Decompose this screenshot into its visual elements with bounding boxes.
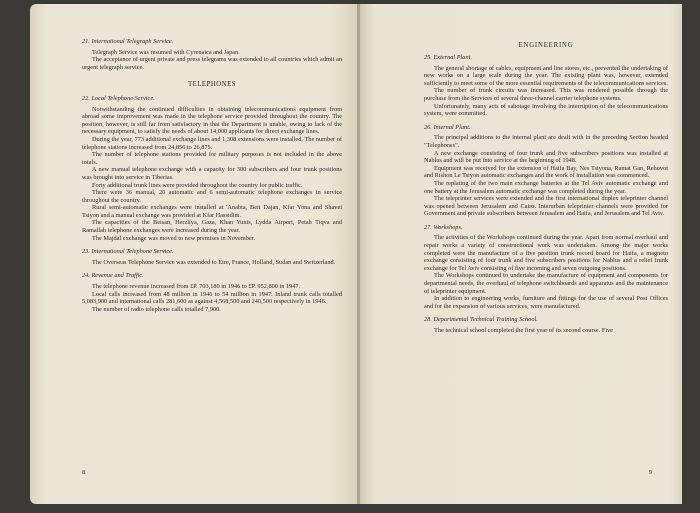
paragraph: The number of trunk circuits was increased. This was rendered possible through the purchase from the Services of several three-channel carrier telephone systems. [424, 87, 668, 102]
paragraph: A new manual telephone exchange with a capacity for 300 subscribers and four trunk positions was brought into service in Tiberias. [82, 166, 342, 181]
left-page-content [82, 38, 342, 313]
section-heading: 27. Workshops. [424, 223, 463, 231]
running-head: ENGINEERING [518, 42, 574, 49]
paragraph: During the year, 773 additional exchange lines and 1,308 extensions were installed. The number of telephone stations increased from 24,856 to 26,875. [82, 135, 342, 151]
paragraph: The replating of the two main exchange batteries at the Tel Aviv automatic exchange and one battery at the Jerusalem automatic exchange was completed during the year. [424, 179, 668, 195]
paragraph: The principal additions to the internal plant are dealt with in the preceding Section headed "Telephones". [424, 134, 668, 149]
paragraph: A new exchange consisting of four trunk and five subscribers positions was installed at Nablus and will be put into service at the beginning of 1948. [424, 149, 668, 165]
paragraph: The Overseas Telephone Service was extended to Eire, France, Holland, Sudan and Switzerland. [92, 258, 336, 266]
section-heading: 24. Revenue and Traffic. [82, 272, 144, 280]
paragraph: Rural semi-automatic exchanges were installed at 'Anabta, Beit Dajan, Kfar Yona and Shavei Tsiyon and a manual exchange was provided at Kfar Hassidim. [82, 204, 342, 219]
section-title: TELEPHONES [187, 81, 237, 89]
right-page [360, 4, 682, 504]
section-heading: 21. International Telegraph Service. [82, 38, 174, 45]
section-heading: 26. Internal Plant. [424, 123, 471, 131]
book-spread [30, 4, 682, 504]
section-heading: 22. Local Telephone Service. [82, 94, 155, 102]
paragraph: The activities of the Workshops continued during the year. Apart from normal overhaul and repair works a variety of constructional work was undertaken. Among the major works completed were the manufacture of a five position trunk record board for Haifa, a magneto exchange consisting of four trunk and five subscribers positions for Nablus and a relief trunk exchange for Tel Aviv consisting of five incoming and seven outgoing positions. [424, 234, 668, 272]
paragraph: Local calls increased from 48 million in 1946 to 54 million in 1947. Inland trunk calls totalled 5,083,900 and international calls 281,600 as against 4,568,500 and 240,500 respectively in 1946. [82, 290, 342, 306]
section-heading: 28. Departmental Technical Training School. [424, 316, 538, 324]
paragraph: Equipment was received for the extension of Haifa Bay, Nes Tsiyona, Ramat Gan, Rehovot and Rishon Le Tsiyon automatic exchanges and the work of installation was commenced. [424, 164, 668, 180]
paragraph: In addition to engineering works, furniture and fittings for the use of several Post Offices and for the expansion of various services, were manufactured. [424, 295, 668, 310]
paragraph: Notwithstanding the continued difficulties in obtaining telecommunications equipment from abroad some improvement was made in the telephone service provided throughout the country. The position, however, is still far from satisfactory in that the Department is unable, owing to lack of the necessary equipment, to satisfy the needs of about 14,000 applicants for direct exchange lines. [82, 105, 342, 136]
paragraph: Forty additional trunk lines were provided throughout the country for public traffic. [92, 181, 303, 189]
paragraph: The general shortage of cables, equipment and line stores, etc., prevented the undertaking of new works on a large scale during the year. The existing plant was, however, extended sufficiently to meet some of the more essential requirements of the telecommunications services. [424, 64, 668, 87]
paragraph: The telephone revenue increased from £P. 703,180 in 1946 to £P. 952,800 in 1947. [92, 283, 301, 291]
paragraph: The acceptance of urgent private and press telegrams was extended to all countries which admit an urgent telegraph service. [82, 56, 342, 71]
paragraph: Unfortunately, many acts of sabotage involving the interruption of the telecommunications system, were committed. [424, 102, 668, 118]
paragraph: The capacities of the Beisan, Herzliya, Gaza, Khan Yunis, Lydda Airport, Petah Tiqva and Ramallah telephone exchanges were increased during the year. [82, 219, 342, 235]
paragraph: The Majdal exchange was moved to new premises in November. [92, 234, 255, 242]
paragraph: There were 36 manual, 20 automatic and 6 semi-automatic telephone exchanges in service throughout the country. [82, 189, 342, 204]
paragraph: The technical school completed the first year of its second course. Five [434, 327, 614, 334]
right-page-content [424, 54, 668, 335]
right-page-number: 9 [648, 469, 652, 476]
section-heading: 25. External Plant. [424, 54, 472, 61]
paragraph: The Workshops continued to undertake the manufacture of equipment and components for departmental needs, the overhaul of telephone switchboards and apparatus and the maintenance of teleprinter equipment. [424, 272, 668, 295]
left-page-number: 8 [82, 469, 86, 476]
paragraph: The number of radio telephone calls totalled 7,900. [92, 305, 221, 313]
paragraph: The number of telephone stations provided for military purposes is not included in the above totals. [82, 151, 342, 166]
section-heading: 23. International Telephone Service. [82, 248, 174, 256]
left-page [30, 4, 358, 504]
paragraph: The teleprinter services were extended and the first international duplex teleprinter channel was opened between Jerusalem and Cairo. Interurban teleprinter channels were provided for Government and private subscribers between Jerusalem and Haifa, and Jerusalem and Tel Aviv. [424, 195, 668, 218]
paragraph: Telegraph Service was resumed with Cyrenaica and Japan. [92, 48, 240, 56]
